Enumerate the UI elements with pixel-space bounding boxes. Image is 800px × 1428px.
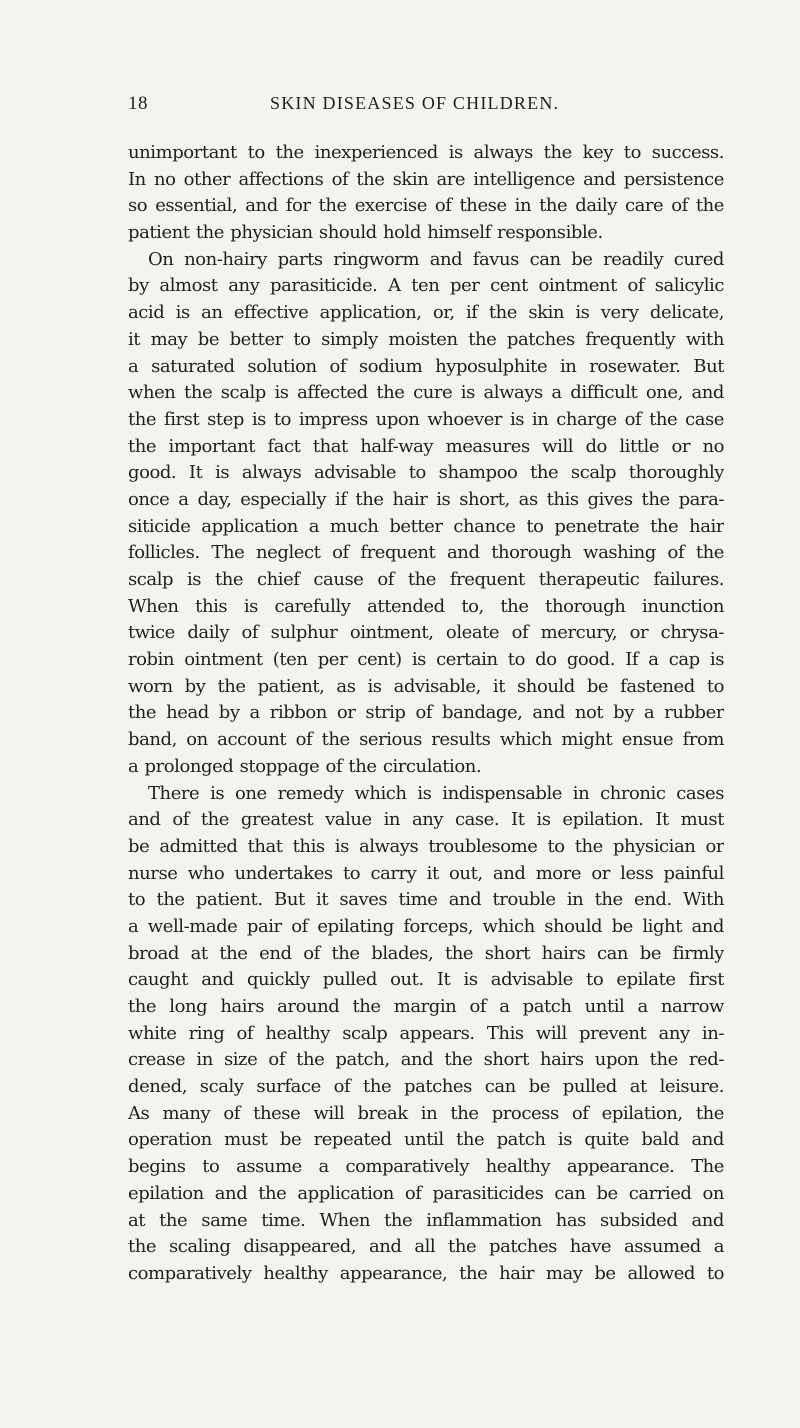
text-line: operation must be repeated until the patch is quite bald and	[128, 1129, 724, 1151]
text-line: scalp is the chief cause of the frequent therapeutic failures.	[128, 569, 724, 590]
text-line: caught and quickly pulled out. It is advisable to epilate first	[128, 969, 724, 991]
text-line: be admitted that this is always troublesome to the physician or	[128, 835, 724, 857]
text-line: a well-made pair of epilating forceps, which should be light and	[128, 915, 724, 937]
text-line: As many of these will break in the process of epilation, the	[128, 1102, 724, 1124]
text-line: a saturated solution of sodium hyposulphite in rosewater. But	[128, 355, 724, 377]
text-line: unimportant to the inexperienced is always the key to success.	[128, 142, 724, 163]
text-line: When this is carefully attended to, the thorough inunction	[128, 595, 724, 617]
text-line: band, on account of the serious results which might ensue from	[128, 729, 724, 751]
text-line: a prolonged stoppage of the circulation.	[128, 755, 482, 777]
text-line: at the same time. When the inflammation has subsided and	[128, 1209, 724, 1231]
text-line: robin ointment (ten per cent) is certain to do good. If a cap is	[128, 649, 724, 671]
text-line: broad at the end of the blades, the short hairs can be firmly	[128, 942, 724, 964]
text-line: when the scalp is affected the cure is always a difficult one, and	[128, 382, 724, 404]
text-line: dened, scaly surface of the patches can be pulled at leisure.	[128, 1076, 724, 1098]
text-line: white ring of healthy scalp appears. This will prevent any in-	[128, 1022, 724, 1044]
text-line: so essential, and for the exercise of these in the daily care of the	[128, 195, 724, 217]
page-number: 18	[128, 93, 148, 114]
text-line: begins to assume a comparatively healthy appearance. The	[128, 1156, 724, 1178]
text-line: the long hairs around the margin of a patch until a narrow	[128, 996, 724, 1017]
text-line: to the patient. But it saves time and trouble in the end. With	[128, 889, 724, 911]
text-line: siticide application a much better chance to penetrate the hair	[128, 515, 724, 537]
text-line: good. It is always advisable to shampoo the scalp thoroughly	[128, 462, 724, 484]
text-line: by almost any parasiticide. A ten per cent ointment of salicylic	[128, 275, 724, 297]
page-header	[128, 93, 720, 115]
text-line: In no other affections of the skin are intelligence and persistence	[128, 168, 724, 190]
text-line: the first step is to impress upon whoever is in charge of the case	[128, 408, 724, 430]
body-text	[128, 140, 724, 1288]
text-line: follicles. The neglect of frequent and thorough washing of the	[128, 542, 724, 564]
text-line: the scaling disappeared, and all the patches have assumed a	[128, 1236, 724, 1258]
text-line: it may be better to simply moisten the patches frequently with	[128, 328, 724, 350]
text-line: On non-hairy parts ringworm and favus can be readily cured	[148, 248, 724, 270]
text-line: the head by a ribbon or strip of bandage, and not by a rubber	[128, 702, 724, 724]
text-line: acid is an effective application, or, if the skin is very delicate,	[128, 302, 724, 324]
text-line: once a day, especially if the hair is short, as this gives the para-	[128, 488, 724, 510]
text-line: worn by the patient, as is advisable, it should be fastened to	[128, 675, 724, 697]
text-line: epilation and the application of parasiticides can be carried on	[128, 1182, 724, 1204]
text-line: There is one remedy which is indispensable in chronic cases	[148, 782, 724, 804]
text-line: nurse who undertakes to carry it out, and more or less painful	[128, 862, 724, 884]
text-line: crease in size of the patch, and the short hairs upon the red-	[128, 1049, 724, 1071]
text-line: twice daily of sulphur ointment, oleate of mercury, or chrysa-	[128, 622, 724, 644]
text-line: and of the greatest value in any case. It is epilation. It must	[128, 809, 724, 831]
running-title: SKIN DISEASES OF CHILDREN.	[270, 93, 560, 113]
text-line: comparatively healthy appearance, the hair may be allowed to	[128, 1262, 724, 1284]
text-line: the important fact that half-way measures will do little or no	[128, 435, 724, 457]
text-line: patient the physician should hold himself responsible.	[128, 222, 603, 244]
